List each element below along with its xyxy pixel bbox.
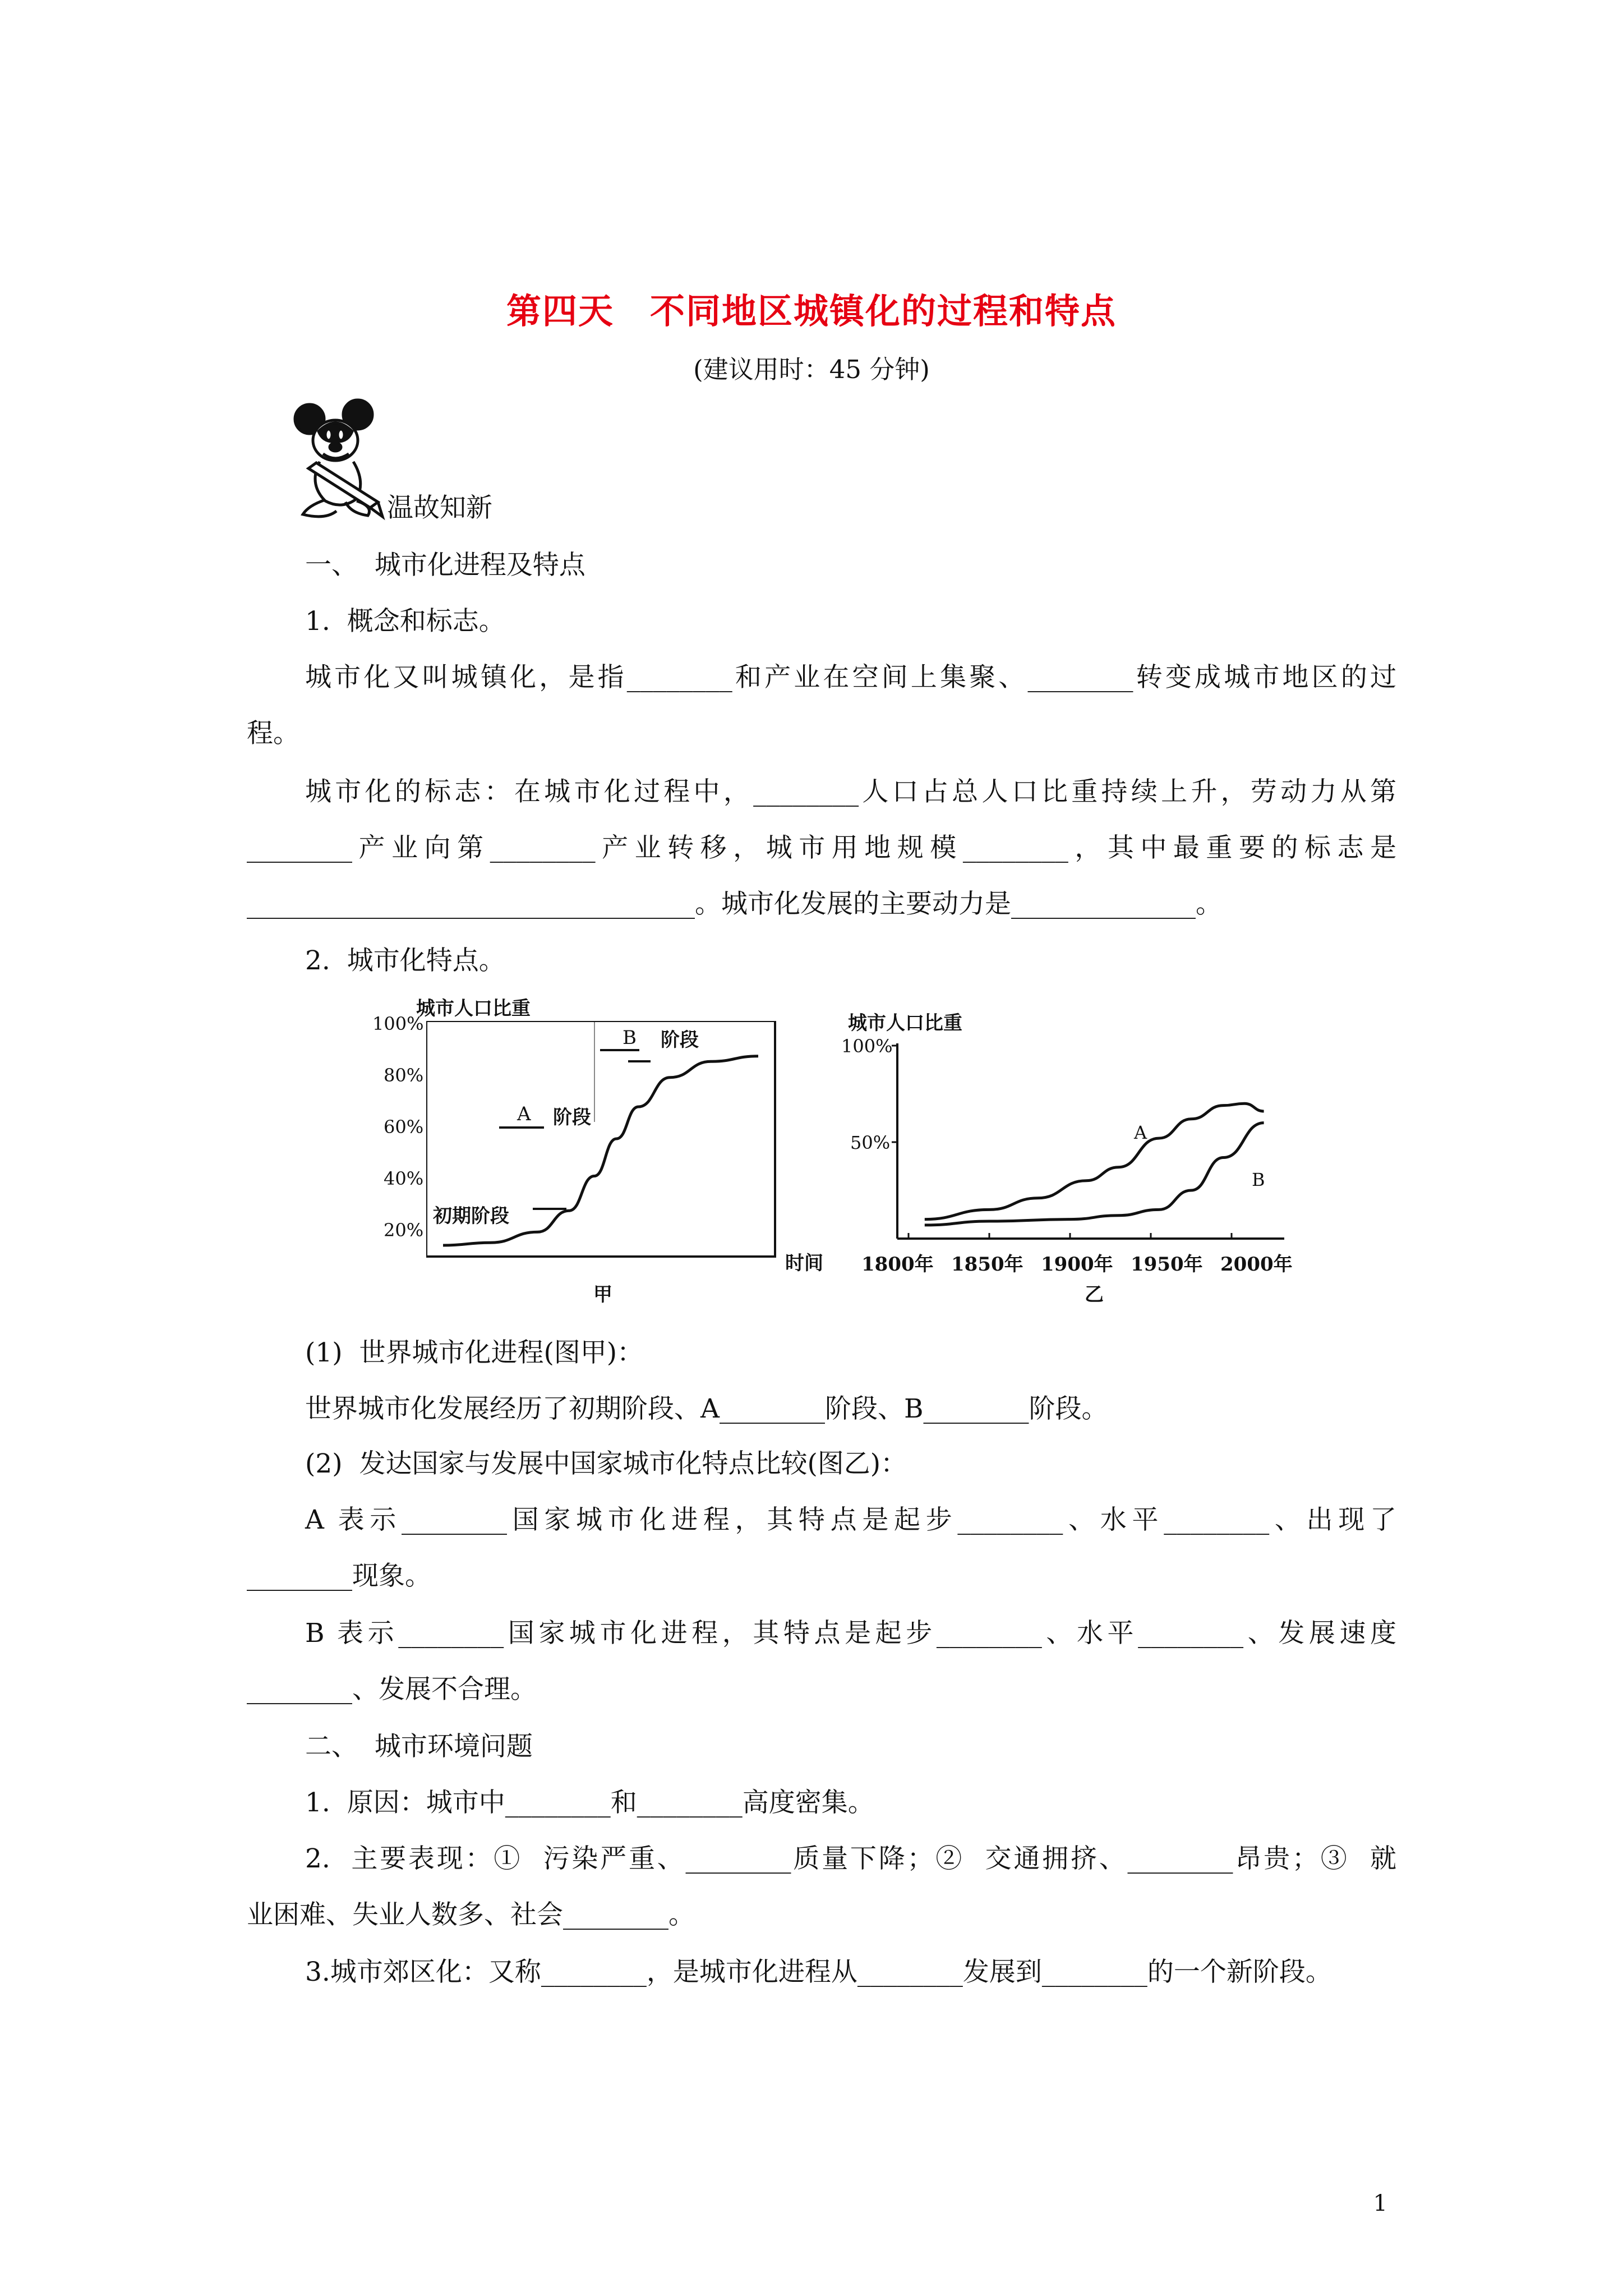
mickey-mouse-pencil-icon (292, 395, 387, 524)
figure-yi-xtick-label: 1800年 (861, 1253, 934, 1276)
figure-yi-ylabel: 城市人口比重 (848, 1012, 962, 1034)
item-heading-1: 1. 概念和标志。 (305, 606, 505, 637)
figure-yi-curve-a (925, 1103, 1264, 1219)
figure-jia-ytick: 40% (384, 1168, 424, 1189)
figure-jia-ytick: 80% (384, 1065, 424, 1086)
page-subtitle: (建议用时：45 分钟) (693, 355, 930, 384)
paragraph-line: __________________________________。城市化发展的主要动力是______________。 (247, 889, 1222, 919)
figure-jia-ylabel: 城市人口比重 (416, 997, 531, 1020)
paragraph-line: 3.城市郊区化：又称________，是城市化进程从________发展到________的一个新阶段。 (305, 1957, 1332, 1987)
figure-yi-xtick-label: 1900年 (1041, 1253, 1113, 1276)
page-number: 1 (1373, 2191, 1387, 2216)
page-title: 第四天 不同地区城镇化的过程和特点 (506, 291, 1117, 332)
figure-yi-xtick-label: 1950年 (1131, 1253, 1203, 1276)
paragraph-line: 世界城市化发展经历了初期阶段、A________阶段、B________阶段。 (305, 1393, 1108, 1424)
figure-jia-label-a-suffix: 阶段 (553, 1106, 591, 1129)
figure-jia-label-initial: 初期阶段 (433, 1205, 509, 1227)
figure-jia-ytick: 60% (384, 1116, 424, 1138)
paragraph-line: ________现象。 (247, 1561, 431, 1591)
figure-yi-xtick-label: 1850年 (951, 1253, 1023, 1276)
figure-yi-curve-b-label: B (1252, 1169, 1265, 1190)
figure-jia-label-a: A (517, 1103, 531, 1125)
paragraph-line: A 表示________国家城市化进程，其特点是起步________、水平________、出现了 (305, 1504, 1396, 1535)
paragraph-line: 1. 原因：城市中________和________高度密集。 (305, 1787, 874, 1818)
paragraph-line: 2. 主要表现：① 污染严重、________质量下降；② 交通拥挤、________昂贵；③ 就 (305, 1843, 1396, 1874)
paragraph-line: 城市化又叫城镇化，是指________和产业在空间上集聚、________转变成城市地区的过 (305, 662, 1396, 693)
figure-jia-label-b: B (623, 1027, 637, 1049)
paragraph-line: ________、发展不合理。 (247, 1674, 537, 1705)
figure-jia-caption: 甲 (593, 1283, 612, 1306)
paragraph-line: 城市化的标志：在城市化过程中，________人口占总人口比重持续上升，劳动力从第 (305, 776, 1396, 807)
item-heading-2: 2. 城市化特点。 (305, 945, 505, 976)
paragraph-line: B 表示________国家城市化进程，其特点是起步________、水平________、发展速度 (305, 1618, 1396, 1649)
section-heading-1: 一、 城市化进程及特点 (305, 550, 585, 581)
figure-jia-ytick: 20% (384, 1220, 424, 1241)
figure-jia-ytick: 100% (372, 1013, 424, 1034)
figure-yi-ytick: 100% (841, 1036, 893, 1057)
figure-yi-plot (892, 1043, 1318, 1245)
paragraph-line: 业困难、失业人数多、社会________。 (247, 1899, 695, 1930)
figure-jia-label-b-suffix: 阶段 (661, 1029, 699, 1051)
figure-yi-xtick-label: 2000年 (1220, 1253, 1293, 1276)
figure-yi-ytick: 50% (850, 1132, 891, 1153)
question-heading-2: (2) 发达国家与发展中国家城市化特点比较(图乙)： (305, 1448, 907, 1479)
section-banner-label: 温故知新 (387, 493, 492, 523)
figure-jia-xlabel: 时间 (785, 1252, 823, 1274)
figure-yi-caption: 乙 (1085, 1283, 1104, 1306)
question-heading-1: (1) 世界城市化进程(图甲)： (305, 1337, 644, 1368)
figure-yi-curve-a-label: A (1134, 1122, 1147, 1143)
section-heading-2: 二、 城市环境问题 (305, 1731, 533, 1762)
paragraph-line: 程。 (247, 718, 299, 749)
paragraph-line: ________产业向第________产业转移，城市用地规模________，其中最重要的标志是 (247, 832, 1396, 863)
